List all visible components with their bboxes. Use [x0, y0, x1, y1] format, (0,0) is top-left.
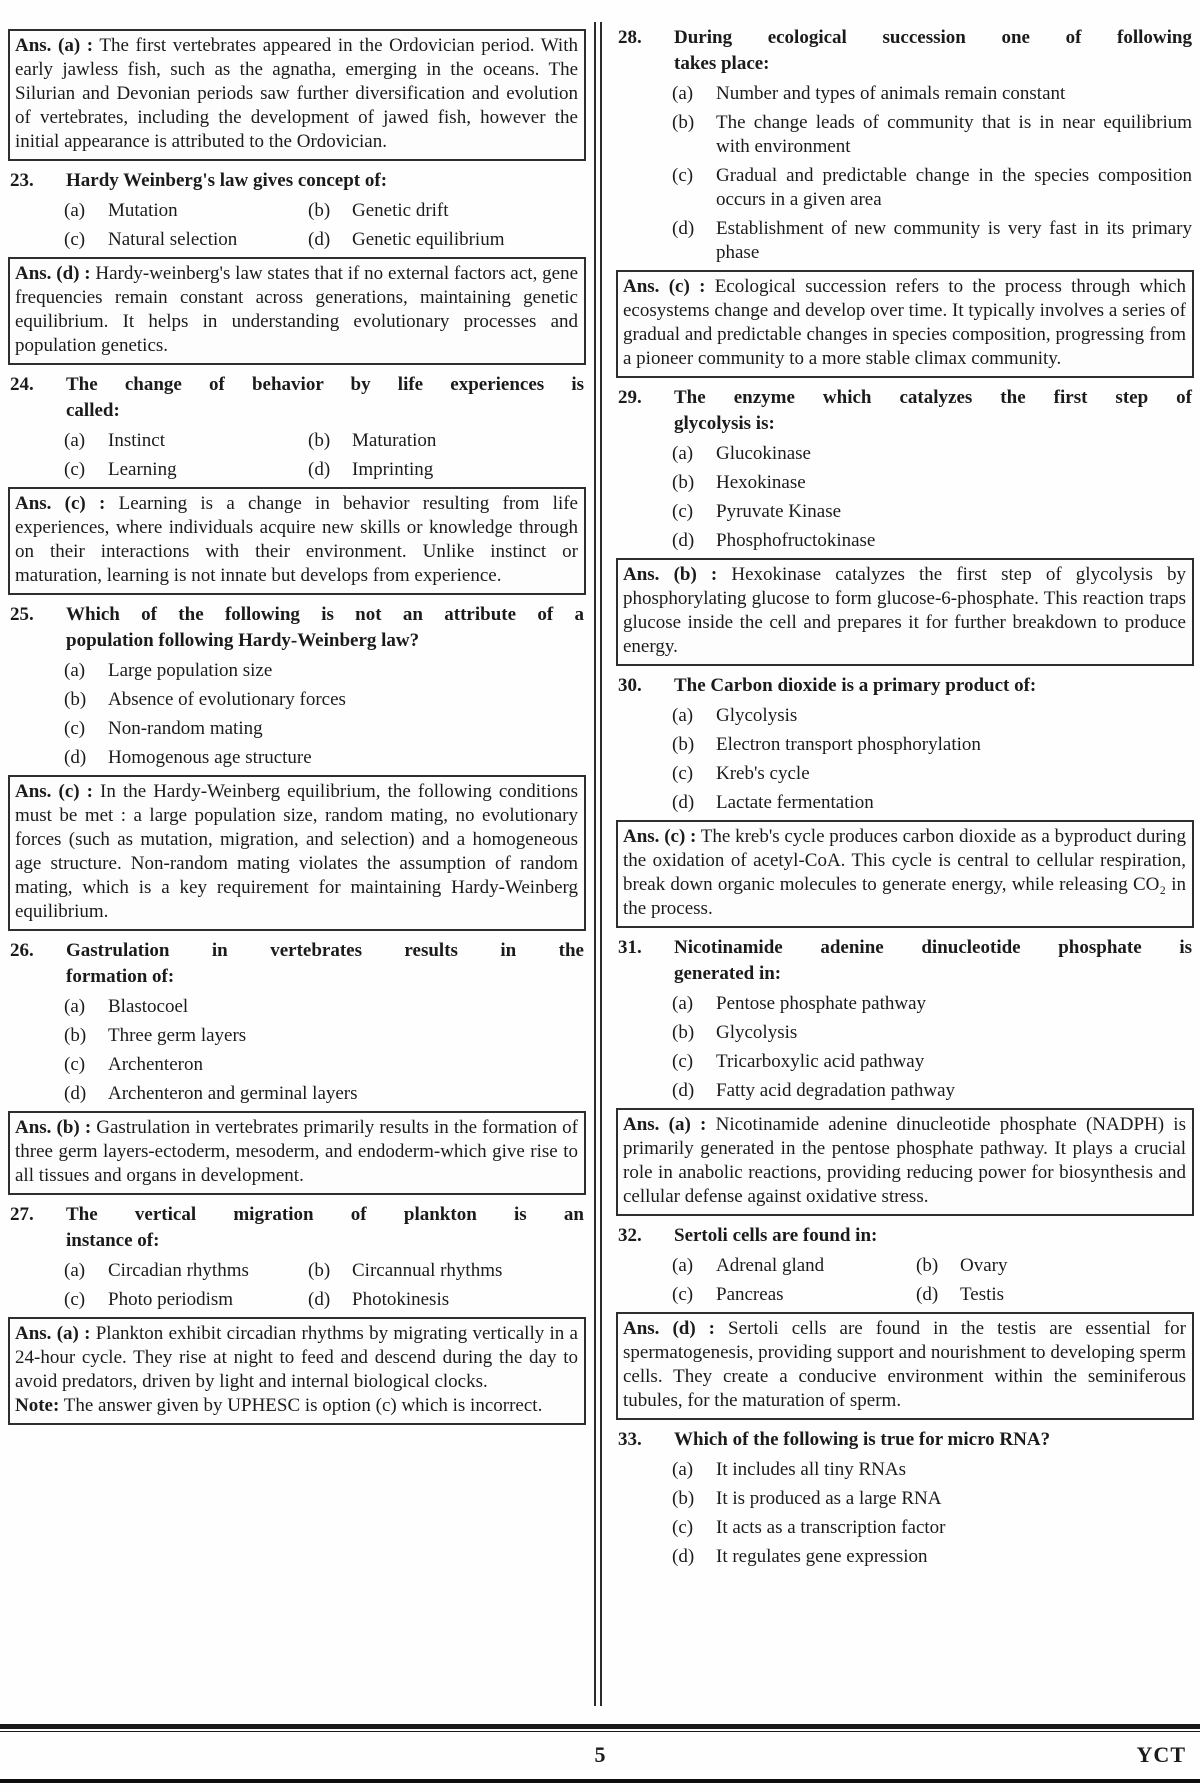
option-text: Mutation	[108, 200, 178, 221]
option-text: Establishment of new community is very fast in its primary phase	[716, 218, 1192, 263]
question-header	[616, 1223, 1194, 1249]
question-title	[674, 385, 1194, 437]
page-number: 5	[594, 1742, 606, 1767]
answer-box	[8, 1317, 586, 1425]
column-left	[0, 22, 594, 1706]
question-number: 30.	[618, 675, 642, 696]
option-letter: (a)	[672, 1459, 694, 1480]
option-text: Genetic drift	[352, 200, 449, 221]
option	[672, 442, 1194, 466]
option-letter: (c)	[64, 1054, 86, 1075]
option-text: Pancreas	[716, 1284, 784, 1305]
option-row	[64, 1024, 586, 1048]
question-title	[66, 1202, 586, 1254]
answer-box	[616, 1108, 1194, 1216]
option	[64, 199, 308, 223]
option-letter: (c)	[672, 763, 694, 784]
option-row	[672, 164, 1194, 212]
option-row	[672, 1545, 1194, 1569]
note-prefix: Note:	[15, 1395, 60, 1416]
option-text: Imprinting	[352, 459, 434, 480]
option	[672, 1021, 1194, 1045]
option-row	[672, 82, 1194, 106]
answer-prefix: Ans. (c) :	[15, 493, 106, 514]
question-header	[616, 25, 1194, 77]
question-header	[616, 673, 1194, 699]
option-row	[672, 529, 1194, 553]
option-text: Ovary	[960, 1255, 1008, 1276]
question-block	[8, 372, 586, 482]
option	[308, 1259, 586, 1283]
options-list	[616, 1458, 1194, 1569]
question-header	[8, 1202, 586, 1254]
option-letter: (c)	[64, 229, 86, 250]
option	[64, 1024, 586, 1048]
option-letter: (b)	[672, 472, 695, 493]
question-title	[674, 25, 1194, 77]
option-text: Photo periodism	[108, 1289, 234, 1310]
option	[672, 164, 1194, 212]
footer-rule	[0, 1724, 1200, 1732]
options-list	[8, 429, 586, 482]
option-letter: (d)	[672, 218, 695, 239]
option-letter: (a)	[672, 993, 694, 1014]
option-letter: (b)	[308, 430, 331, 451]
option-text: Glycolysis	[716, 1022, 798, 1043]
question-number: 26.	[10, 940, 34, 961]
option-letter: (a)	[672, 83, 694, 104]
option-letter: (a)	[672, 1255, 694, 1276]
option	[64, 1288, 308, 1312]
question-header	[8, 938, 586, 990]
option-row	[672, 500, 1194, 524]
question-block	[616, 25, 1194, 265]
option-text: Archenteron and germinal layers	[108, 1083, 358, 1104]
option-text: Large population size	[108, 660, 273, 681]
question-title-line: Which of the following is true for micro RNA?	[674, 1429, 1051, 1450]
option	[64, 429, 308, 453]
options-list	[8, 659, 586, 770]
option-letter: (d)	[64, 747, 87, 768]
question-block	[8, 602, 586, 770]
question-number: 28.	[618, 27, 642, 48]
option-text: Number and types of animals remain constant	[716, 83, 1066, 104]
option-letter: (d)	[672, 1080, 695, 1101]
question-title-line: called:	[66, 400, 120, 421]
option-text: Blastocoel	[108, 996, 189, 1017]
question-header	[616, 385, 1194, 437]
option	[64, 659, 586, 683]
question-title-line: Gastrulation in vertebrates results in the	[66, 940, 584, 961]
option-row	[672, 791, 1194, 815]
question-title-line: Nicotinamide adenine dinucleotide phosphate is	[674, 937, 1192, 958]
question-title-line: During ecological succession one of following	[674, 27, 1192, 48]
option-text: Pentose phosphate pathway	[716, 993, 927, 1014]
option	[672, 1516, 1194, 1540]
question-number: 27.	[10, 1204, 34, 1225]
option	[308, 228, 586, 252]
option-row	[64, 746, 586, 770]
option-text: Homogenous age structure	[108, 747, 312, 768]
option-text: Circannual rhythms	[352, 1260, 503, 1281]
question-block	[616, 673, 1194, 815]
option-letter: (a)	[64, 660, 86, 681]
question-title-line: The vertical migration of plankton is an	[66, 1204, 584, 1225]
option-text: Non-random mating	[108, 718, 263, 739]
option-letter: (c)	[672, 1517, 694, 1538]
option-letter: (c)	[64, 459, 86, 480]
option-row	[64, 717, 586, 741]
option-letter: (b)	[672, 1022, 695, 1043]
option-text: Electron transport phosphorylation	[716, 734, 981, 755]
answer-prefix: Ans. (d) :	[623, 1318, 716, 1339]
question-header	[8, 372, 586, 424]
option-row	[64, 688, 586, 712]
option-text: Learning	[108, 459, 177, 480]
option	[64, 1259, 308, 1283]
option	[916, 1283, 1194, 1307]
option	[672, 82, 1194, 106]
option-text: Genetic equilibrium	[352, 229, 505, 250]
question-number: 24.	[10, 374, 34, 395]
option	[308, 458, 586, 482]
answer-prefix: Ans. (a) :	[15, 1323, 91, 1344]
option-text: Pyruvate Kinase	[716, 501, 842, 522]
option-row	[64, 429, 586, 453]
column-right	[602, 22, 1200, 1706]
answer-prefix: Ans. (d) :	[15, 263, 91, 284]
option-text: It is produced as a large RNA	[716, 1488, 942, 1509]
option	[672, 1079, 1194, 1103]
question-header	[616, 935, 1194, 987]
answer-prefix: Ans. (c) :	[15, 781, 93, 802]
option-text: Natural selection	[108, 229, 238, 250]
question-title-line: formation of:	[66, 966, 175, 987]
question-title-line: instance of:	[66, 1230, 160, 1251]
question-title-line: The change of behavior by life experiences is	[66, 374, 584, 395]
option	[672, 992, 1194, 1016]
option-row	[672, 992, 1194, 1016]
option-row	[672, 1283, 1194, 1307]
question-number: 33.	[618, 1429, 642, 1450]
option-text: Glucokinase	[716, 443, 811, 464]
option-letter: (d)	[672, 792, 695, 813]
publisher-mark: YCT	[1136, 1742, 1186, 1767]
option-letter: (d)	[916, 1284, 939, 1305]
option-letter: (d)	[672, 1546, 695, 1567]
options-list	[8, 199, 586, 252]
option-letter: (a)	[64, 430, 86, 451]
option-row	[672, 1050, 1194, 1074]
answer-box	[616, 558, 1194, 666]
option-letter: (b)	[916, 1255, 939, 1276]
option-letter: (c)	[64, 718, 86, 739]
option-row	[64, 1082, 586, 1106]
question-block	[616, 385, 1194, 553]
option	[64, 1082, 586, 1106]
option-row	[672, 762, 1194, 786]
answer-paragraph: Ans. (a) : Nicotinamide adenine dinucleotide phosphate (NADPH) is primarily generated in the pentose phosphate pathway. It plays a crucial role in anabolic reactions, providing reducing power for biosynthesis and cellular defense against oxidative stress.	[623, 1114, 1186, 1207]
options-list	[616, 1254, 1194, 1307]
option-row	[64, 1053, 586, 1077]
option-row	[672, 1021, 1194, 1045]
question-title	[66, 372, 586, 424]
question-title-line: Which of the following is not an attribute of a	[66, 604, 584, 625]
option	[64, 458, 308, 482]
option-letter: (a)	[64, 1260, 86, 1281]
option-letter: (d)	[308, 1289, 331, 1310]
question-title	[66, 602, 586, 654]
option-letter: (b)	[672, 734, 695, 755]
answer-prefix: Ans. (b) :	[15, 1117, 92, 1138]
answer-box	[8, 775, 586, 931]
option-letter: (b)	[672, 1488, 695, 1509]
question-title	[674, 935, 1194, 987]
answer-paragraph: Ans. (c) : In the Hardy-Weinberg equilibrium, the following conditions must be met : a large population size, random mating, no evolutionary forces (such as mutation, migration, and selection) and a homogeneous age structure. Non-random mating violates the assumption of random mating, which is a key requirement for maintaining Hardy-Weinberg equilibrium.	[15, 781, 578, 922]
option	[916, 1254, 1194, 1278]
question-number: 32.	[618, 1225, 642, 1246]
option-text: Hexokinase	[716, 472, 806, 493]
answer-prefix: Ans. (b) :	[623, 564, 718, 585]
option	[64, 717, 586, 741]
option-text: Archenteron	[108, 1054, 203, 1075]
option	[672, 1458, 1194, 1482]
question-block	[616, 935, 1194, 1103]
option-letter: (b)	[308, 1260, 331, 1281]
option-row	[672, 111, 1194, 159]
option-row	[672, 471, 1194, 495]
question-header	[8, 168, 586, 194]
options-list	[616, 704, 1194, 815]
answer-prefix: Ans. (a) :	[623, 1114, 707, 1135]
option	[672, 217, 1194, 265]
answer-box	[8, 1111, 586, 1195]
option-row	[672, 1254, 1194, 1278]
answer-box	[616, 1312, 1194, 1420]
answer-prefix: Ans. (a) :	[15, 35, 94, 56]
option	[672, 791, 1194, 815]
option-letter: (d)	[672, 530, 695, 551]
option-letter: (a)	[64, 200, 86, 221]
option	[64, 746, 586, 770]
option-text: Lactate fermentation	[716, 792, 874, 813]
option-row	[64, 1288, 586, 1312]
question-block	[8, 1202, 586, 1312]
bottom-edge-line	[0, 1779, 1200, 1783]
option-text: Instinct	[108, 430, 165, 451]
option-text: Maturation	[352, 430, 437, 451]
option-text: Gradual and predictable change in the species composition occurs in a given area	[716, 165, 1192, 210]
question-title-line: generated in:	[674, 963, 782, 984]
option	[64, 228, 308, 252]
question-block	[616, 1223, 1194, 1307]
option-text: Kreb's cycle	[716, 763, 810, 784]
option-text: Three germ layers	[108, 1025, 247, 1046]
question-title-line: The Carbon dioxide is a primary product of:	[674, 675, 1037, 696]
option-row	[672, 733, 1194, 757]
option-text: Phosphofructokinase	[716, 530, 876, 551]
question-title-line: takes place:	[674, 53, 770, 74]
answer-paragraph: Ans. (a) : The first vertebrates appeared in the Ordovician period. With early jawless fish, such as the agnatha, emerging in the oceans. The Silurian and Devonian periods saw further diversification and evolution of vertebrates, including the development of jawed fish, however the initial appearance is attributed to the Ordovician.	[15, 35, 578, 152]
option-text: Absence of evolutionary forces	[108, 689, 346, 710]
option-letter: (b)	[64, 689, 87, 710]
question-title-line: population following Hardy-Weinberg law?	[66, 630, 420, 651]
option-text: Fatty acid degradation pathway	[716, 1080, 956, 1101]
option	[672, 704, 1194, 728]
question-title-line: Sertoli cells are found in:	[674, 1225, 878, 1246]
question-title	[674, 1223, 1194, 1249]
option-row	[64, 228, 586, 252]
question-block	[8, 938, 586, 1106]
option-text: It acts as a transcription factor	[716, 1517, 946, 1538]
option	[672, 1050, 1194, 1074]
option-text: Circadian rhythms	[108, 1260, 249, 1281]
answer-paragraph: Ans. (c) : Ecological succession refers to the process through which ecosystems change and develop over time. It typically involves a series of gradual and predictable changes in species composition, progressing from a pioneer community to a more stable climax community.	[623, 276, 1186, 369]
option-letter: (d)	[64, 1083, 87, 1104]
question-block	[8, 168, 586, 252]
option-text: Photokinesis	[352, 1289, 450, 1310]
option	[64, 688, 586, 712]
option-text: Adrenal gland	[716, 1255, 825, 1276]
options-list	[8, 1259, 586, 1312]
page-footer	[0, 1724, 1200, 1776]
answer-box	[8, 29, 586, 161]
answer-paragraph: Ans. (b) : Gastrulation in vertebrates primarily results in the formation of three germ layers-ectoderm, mesoderm, and endoderm-which give rise to all tissues and organs in development.	[15, 1117, 579, 1186]
option	[672, 1283, 916, 1307]
answer-paragraph: Ans. (d) : Hardy-weinberg's law states that if no external factors act, gene frequencies remain constant across generations, maintaining genetic equilibrium. It helps in understanding evolutionary processes and population genetics.	[15, 263, 578, 356]
option-row	[64, 1259, 586, 1283]
options-list	[616, 82, 1194, 265]
option	[672, 1254, 916, 1278]
option	[308, 1288, 586, 1312]
option-row	[672, 442, 1194, 466]
answer-paragraph: Ans. (d) : Sertoli cells are found in the testis are essential for spermatogenesis, providing support and nourishment to developing sperm cells. They create a conducive environment within the seminiferous tubules, for the maturation of sperm.	[623, 1318, 1186, 1411]
option-letter: (d)	[308, 459, 331, 480]
options-list	[616, 442, 1194, 553]
question-number: 23.	[10, 170, 34, 191]
option-text: Testis	[960, 1284, 1005, 1305]
answer-box	[616, 270, 1194, 378]
option-row	[672, 1079, 1194, 1103]
options-list	[8, 995, 586, 1106]
question-title	[66, 168, 586, 194]
option-letter: (b)	[672, 112, 695, 133]
column-divider-rule	[594, 22, 602, 1706]
answer-box	[8, 487, 586, 595]
answer-prefix: Ans. (c) :	[623, 276, 706, 297]
option-row	[64, 199, 586, 223]
option	[308, 199, 586, 223]
option	[64, 995, 586, 1019]
question-number: 31.	[618, 937, 642, 958]
question-title	[674, 673, 1194, 699]
option-row	[64, 995, 586, 1019]
option-text: Glycolysis	[716, 705, 798, 726]
option-text: It regulates gene expression	[716, 1546, 928, 1567]
option	[672, 111, 1194, 159]
option-text: It includes all tiny RNAs	[716, 1459, 906, 1480]
question-number: 25.	[10, 604, 34, 625]
option	[64, 1053, 586, 1077]
option-row	[64, 659, 586, 683]
question-header	[8, 602, 586, 654]
option-letter: (c)	[64, 1289, 86, 1310]
answer-paragraph: Ans. (c) : The kreb's cycle produces carbon dioxide as a byproduct during the oxidation of acetyl-CoA. This cycle is central to cellular respiration, break down organic molecules to generate energy, while releasing CO₂ in the process.	[623, 826, 1186, 919]
answer-paragraph: Ans. (b) : Hexokinase catalyzes the first step of glycolysis by phosphorylating glucose to form glucose-6-phosphate. This reaction traps glucose inside the cell and prepares it for further breakdown to produce energy.	[623, 564, 1186, 657]
option-text: Tricarboxylic acid pathway	[716, 1051, 925, 1072]
option-letter: (a)	[672, 705, 694, 726]
option	[672, 500, 1194, 524]
options-list	[616, 992, 1194, 1103]
option	[672, 733, 1194, 757]
option	[672, 1487, 1194, 1511]
option-row	[672, 1458, 1194, 1482]
question-block	[616, 1427, 1194, 1569]
answer-note: Note: The answer given by UPHESC is option (c) which is incorrect.	[15, 1395, 543, 1416]
option-letter: (c)	[672, 501, 694, 522]
option-letter: (a)	[672, 443, 694, 464]
question-title-line: glycolysis is:	[674, 413, 775, 434]
option-text: The change leads of community that is in near equilibrium with environment	[716, 112, 1192, 157]
answer-paragraph: Ans. (c) : Learning is a change in behavior resulting from life experiences, where individuals acquire new skills or knowledge through on their interactions with their environment. Unlike instinct or maturation, learning is not innate but develops from experience.	[15, 493, 578, 586]
question-title-line: The enzyme which catalyzes the first step of	[674, 387, 1192, 408]
option-letter: (c)	[672, 1051, 694, 1072]
question-title	[66, 938, 586, 990]
option-letter: (b)	[308, 200, 331, 221]
question-header	[616, 1427, 1194, 1453]
option-row	[64, 458, 586, 482]
footer-row	[0, 1736, 1200, 1776]
option	[672, 1545, 1194, 1569]
option-row	[672, 1516, 1194, 1540]
option	[672, 471, 1194, 495]
option	[308, 429, 586, 453]
option	[672, 529, 1194, 553]
option-row	[672, 704, 1194, 728]
option-letter: (c)	[672, 165, 694, 186]
option-row	[672, 217, 1194, 265]
option-row	[672, 1487, 1194, 1511]
option-letter: (d)	[308, 229, 331, 250]
option-letter: (b)	[64, 1025, 87, 1046]
question-title-line: Hardy Weinberg's law gives concept of:	[66, 170, 388, 191]
answer-box	[616, 820, 1194, 928]
option-letter: (a)	[64, 996, 86, 1017]
option-letter: (c)	[672, 1284, 694, 1305]
option	[672, 762, 1194, 786]
answer-prefix: Ans. (c) :	[623, 826, 697, 847]
answer-paragraph: Ans. (a) : Plankton exhibit circadian rhythms by migrating vertically in a 24-hour cycle. They rise at night to feed and descend during the day to avoid predators, driven by light and internal biological clocks.	[15, 1323, 578, 1392]
answer-box	[8, 257, 586, 365]
question-number: 29.	[618, 387, 642, 408]
question-title	[674, 1427, 1194, 1453]
